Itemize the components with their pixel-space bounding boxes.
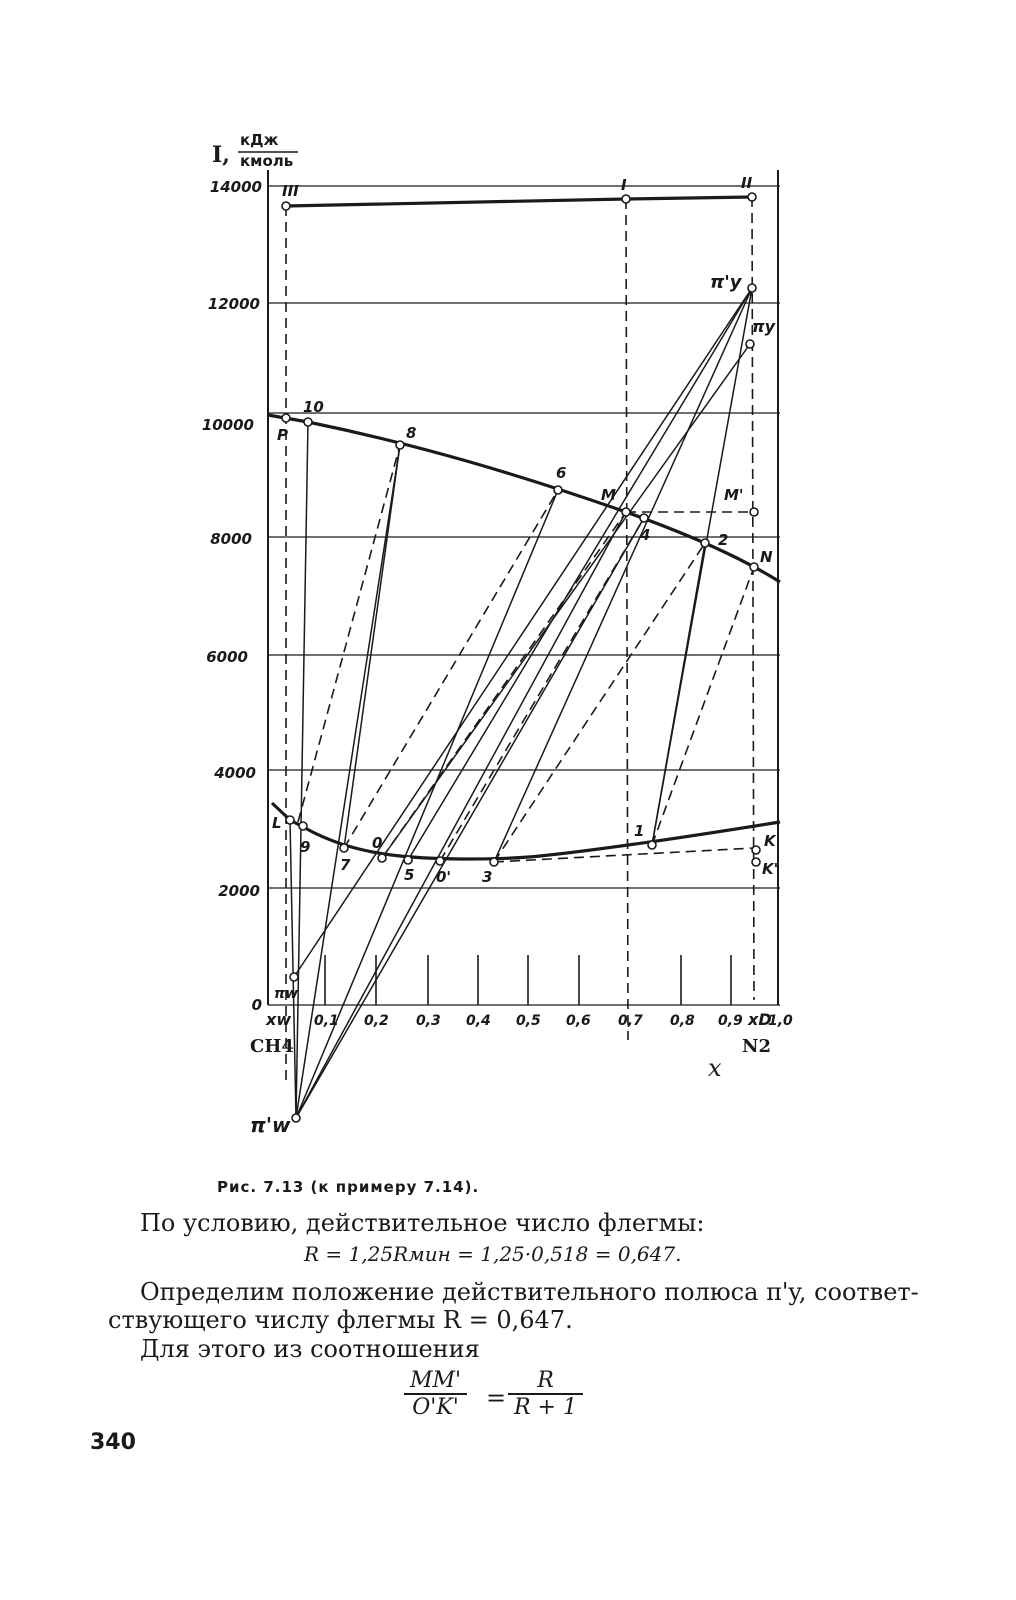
- x-tick-label: 0,4: [466, 1013, 491, 1029]
- point-label-0-prime: 0': [436, 868, 452, 886]
- point-label-4: 4: [640, 526, 651, 544]
- y-tick-label: 6000: [206, 648, 248, 666]
- x-axis-label: x: [708, 1054, 722, 1082]
- left-component-label: CH4: [250, 1036, 294, 1057]
- point-label-2: 2: [718, 531, 729, 549]
- x-tick-label: 1,0: [768, 1013, 793, 1029]
- point-label-pi-w: πw: [274, 986, 299, 1002]
- formula-reflux: R = 1,25Rмин = 1,25·0,518 = 0,647.: [304, 1242, 682, 1266]
- point-label-L: L: [272, 814, 282, 832]
- y-tick-label: 10000: [201, 416, 254, 434]
- x-tick-label: 0,2: [364, 1013, 389, 1029]
- y-tick-label: 4000: [214, 764, 256, 782]
- y-axis-label: I,: [212, 142, 230, 168]
- fraction-right-numerator: R: [508, 1368, 583, 1395]
- fraction-left-denominator: O'K': [412, 1395, 459, 1420]
- point-label-M-prime: M': [724, 486, 744, 504]
- equals-sign: =: [486, 1384, 507, 1412]
- point-label-10: 10: [303, 398, 324, 416]
- y-axis-unit-den: кмоль: [240, 152, 294, 170]
- point-label-M: M: [601, 486, 616, 504]
- point-label-P: P: [277, 426, 288, 444]
- x-tick-label: 0,6: [566, 1013, 591, 1029]
- point-label-K-prime: K': [762, 860, 779, 878]
- y-tick-label: 2000: [218, 882, 260, 900]
- y-tick-label: 12000: [207, 295, 260, 313]
- point-label-5: 5: [404, 866, 415, 884]
- point-label-III: III: [282, 182, 299, 200]
- figure-caption: Рис. 7.13 (к примеру 7.14).: [217, 1178, 480, 1196]
- point-label-K: K: [764, 832, 776, 850]
- y-tick-label: 14000: [209, 178, 262, 196]
- point-label-pi-w-prime: π'w: [250, 1113, 291, 1137]
- paragraph-line-1: По условию, действительное число флегмы:: [140, 1209, 705, 1237]
- point-label-3: 3: [482, 868, 493, 886]
- x-tick-label: 0,1: [314, 1013, 339, 1029]
- x-w-label: xw: [266, 1010, 292, 1029]
- x-tick-label: 0,8: [670, 1013, 695, 1029]
- point-label-pi-y-prime: π'y: [710, 272, 742, 293]
- right-component-label: N2: [742, 1036, 771, 1057]
- x-tick-label: 0,5: [516, 1013, 541, 1029]
- x-tick-label: 0,9: [718, 1013, 743, 1029]
- point-label-0: 0: [372, 834, 383, 852]
- page-number: 340: [90, 1430, 136, 1455]
- y-tick-label: 8000: [210, 530, 252, 548]
- fraction-right: [508, 1368, 583, 1420]
- point-label-pi-y: πy: [752, 317, 776, 336]
- point-label-9: 9: [300, 838, 311, 856]
- point-label-6: 6: [556, 464, 567, 482]
- x-tick-label: 0,7: [618, 1013, 643, 1029]
- paragraph-line-4: Для этого из соотношения: [140, 1335, 480, 1363]
- fraction-left-numerator: MM': [404, 1368, 467, 1395]
- point-label-I: I: [621, 176, 627, 194]
- point-label-N: N: [760, 548, 773, 566]
- paragraph-line-3: ствующего числу флегмы R = 0,647.: [108, 1306, 573, 1334]
- fraction-right-denominator: R + 1: [514, 1395, 577, 1420]
- fraction-left: [404, 1368, 467, 1420]
- x-d-label: xD: [748, 1010, 772, 1029]
- point-label-7: 7: [340, 856, 351, 874]
- point-label-1: 1: [634, 822, 645, 840]
- point-label-8: 8: [406, 424, 417, 442]
- paragraph-line-2: Определим положение действительного полюса π'y, соответ-: [140, 1278, 919, 1306]
- x-tick-label: 0,3: [416, 1013, 441, 1029]
- point-label-II: II: [741, 174, 753, 192]
- y-tick-label: 0: [251, 996, 262, 1014]
- y-axis-unit-num: кДж: [240, 131, 279, 149]
